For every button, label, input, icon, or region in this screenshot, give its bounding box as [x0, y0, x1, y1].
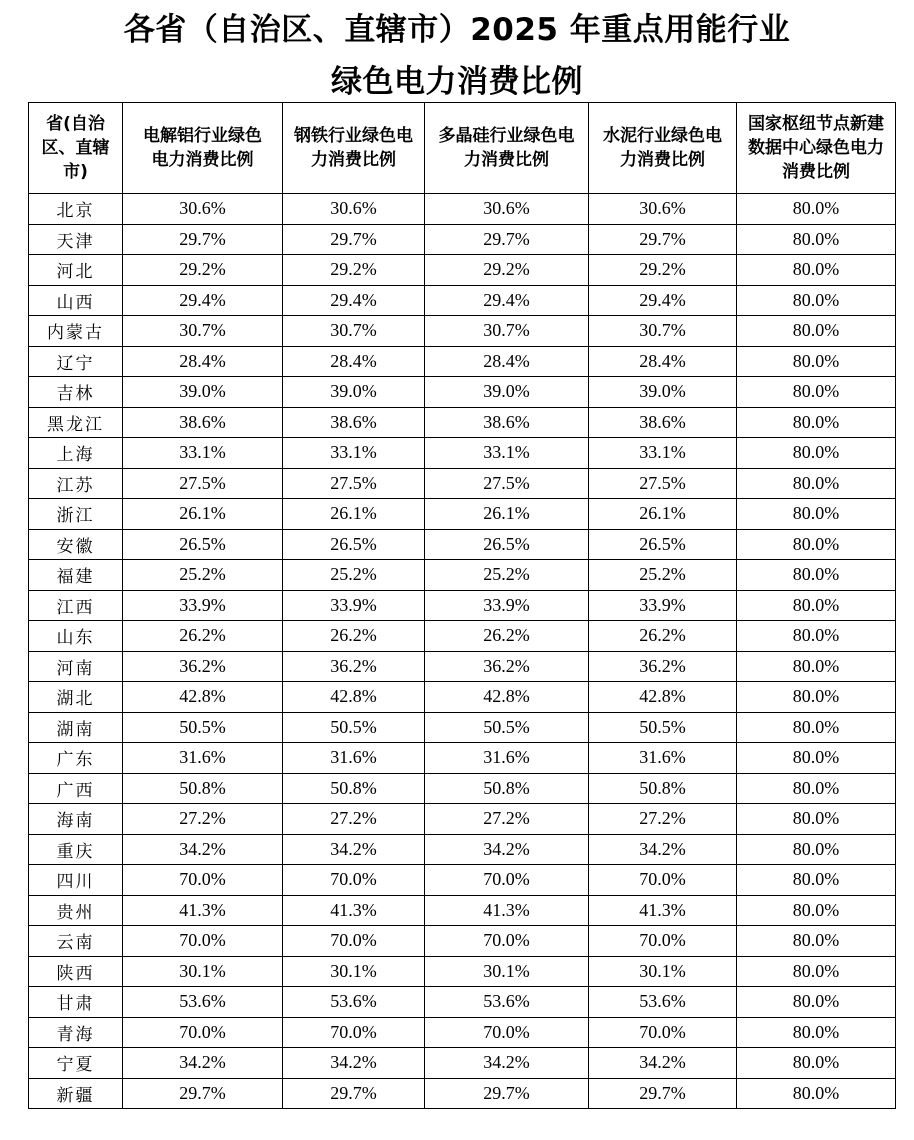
aluminum-ratio-cell: 33.1%: [123, 438, 283, 469]
aluminum-ratio-cell: 30.7%: [123, 316, 283, 347]
aluminum-ratio-cell: 26.2%: [123, 621, 283, 652]
document-title-line-1: 各省（自治区、直辖市）2025 年重点用能行业: [123, 12, 791, 48]
province-cell: 青海: [29, 1017, 123, 1048]
header-steel-label: 钢铁行业绿色电力消费比例: [294, 126, 413, 170]
cement-ratio-cell: 27.2%: [589, 804, 737, 835]
table-row: [29, 1078, 896, 1109]
cement-ratio-cell: 26.1%: [589, 499, 737, 530]
polysilicon-ratio-cell: 29.7%: [425, 224, 589, 255]
province-cell: 湖北: [29, 682, 123, 713]
polysilicon-ratio-cell: 50.8%: [425, 773, 589, 804]
steel-ratio-cell: 29.2%: [283, 255, 425, 286]
aluminum-ratio-cell: 27.2%: [123, 804, 283, 835]
aluminum-ratio-cell: 29.4%: [123, 285, 283, 316]
polysilicon-ratio-cell: 26.1%: [425, 499, 589, 530]
province-cell: 海南: [29, 804, 123, 835]
aluminum-ratio-cell: 70.0%: [123, 865, 283, 896]
steel-ratio-cell: 27.2%: [283, 804, 425, 835]
data-center-ratio-cell: 80.0%: [737, 956, 896, 987]
steel-ratio-cell: 53.6%: [283, 987, 425, 1018]
polysilicon-ratio-cell: 29.4%: [425, 285, 589, 316]
cement-ratio-cell: 27.5%: [589, 468, 737, 499]
aluminum-ratio-cell: 29.7%: [123, 1078, 283, 1109]
province-cell: 河北: [29, 255, 123, 286]
table-row: [29, 865, 896, 896]
province-cell: 安徽: [29, 529, 123, 560]
aluminum-ratio-cell: 30.1%: [123, 956, 283, 987]
aluminum-ratio-cell: 50.8%: [123, 773, 283, 804]
steel-ratio-cell: 25.2%: [283, 560, 425, 591]
steel-ratio-cell: 42.8%: [283, 682, 425, 713]
table-row: [29, 895, 896, 926]
table-row: [29, 834, 896, 865]
steel-ratio-cell: 41.3%: [283, 895, 425, 926]
table-row: [29, 773, 896, 804]
polysilicon-ratio-cell: 70.0%: [425, 865, 589, 896]
province-cell: 山东: [29, 621, 123, 652]
table-row: [29, 316, 896, 347]
aluminum-ratio-cell: 39.0%: [123, 377, 283, 408]
polysilicon-ratio-cell: 30.7%: [425, 316, 589, 347]
aluminum-ratio-cell: 28.4%: [123, 346, 283, 377]
table-header-row: [29, 103, 896, 194]
table-row: [29, 255, 896, 286]
aluminum-ratio-cell: 53.6%: [123, 987, 283, 1018]
table-row: [29, 590, 896, 621]
cement-ratio-cell: 70.0%: [589, 1017, 737, 1048]
steel-ratio-cell: 70.0%: [283, 865, 425, 896]
data-center-ratio-cell: 80.0%: [737, 255, 896, 286]
province-cell: 贵州: [29, 895, 123, 926]
province-cell: 甘肃: [29, 987, 123, 1018]
table-row: [29, 560, 896, 591]
steel-ratio-cell: 34.2%: [283, 1048, 425, 1079]
table-row: [29, 224, 896, 255]
province-cell: 吉林: [29, 377, 123, 408]
header-data-center-label: 国家枢纽节点新建数据中心绿色电力消费比例: [748, 114, 884, 182]
data-center-ratio-cell: 80.0%: [737, 285, 896, 316]
data-center-ratio-cell: 80.0%: [737, 224, 896, 255]
data-center-ratio-cell: 80.0%: [737, 1078, 896, 1109]
aluminum-ratio-cell: 70.0%: [123, 1017, 283, 1048]
table-row: [29, 529, 896, 560]
table-row: [29, 743, 896, 774]
polysilicon-ratio-cell: 27.5%: [425, 468, 589, 499]
aluminum-ratio-cell: 30.6%: [123, 194, 283, 225]
steel-ratio-cell: 26.1%: [283, 499, 425, 530]
polysilicon-ratio-cell: 33.1%: [425, 438, 589, 469]
cement-ratio-cell: 29.7%: [589, 224, 737, 255]
table-row: [29, 682, 896, 713]
table-row: [29, 651, 896, 682]
aluminum-ratio-cell: 29.2%: [123, 255, 283, 286]
data-center-ratio-cell: 80.0%: [737, 743, 896, 774]
cement-ratio-cell: 30.7%: [589, 316, 737, 347]
cement-ratio-cell: 29.7%: [589, 1078, 737, 1109]
table-row: [29, 1048, 896, 1079]
polysilicon-ratio-cell: 29.2%: [425, 255, 589, 286]
cement-ratio-cell: 29.2%: [589, 255, 737, 286]
steel-ratio-cell: 39.0%: [283, 377, 425, 408]
data-center-ratio-cell: 80.0%: [737, 895, 896, 926]
data-center-ratio-cell: 80.0%: [737, 438, 896, 469]
polysilicon-ratio-cell: 33.9%: [425, 590, 589, 621]
province-cell: 广西: [29, 773, 123, 804]
table-row: [29, 1017, 896, 1048]
table-row: [29, 407, 896, 438]
polysilicon-ratio-cell: 31.6%: [425, 743, 589, 774]
header-aluminum: [123, 103, 283, 194]
data-center-ratio-cell: 80.0%: [737, 926, 896, 957]
data-center-ratio-cell: 80.0%: [737, 834, 896, 865]
province-cell: 北京: [29, 194, 123, 225]
cement-ratio-cell: 50.5%: [589, 712, 737, 743]
aluminum-ratio-cell: 26.5%: [123, 529, 283, 560]
cement-ratio-cell: 26.2%: [589, 621, 737, 652]
table-row: [29, 621, 896, 652]
polysilicon-ratio-cell: 38.6%: [425, 407, 589, 438]
polysilicon-ratio-cell: 27.2%: [425, 804, 589, 835]
table-row: [29, 804, 896, 835]
data-center-ratio-cell: 80.0%: [737, 804, 896, 835]
data-center-ratio-cell: 80.0%: [737, 346, 896, 377]
data-center-ratio-cell: 80.0%: [737, 377, 896, 408]
cement-ratio-cell: 30.1%: [589, 956, 737, 987]
steel-ratio-cell: 70.0%: [283, 926, 425, 957]
steel-ratio-cell: 33.1%: [283, 438, 425, 469]
province-cell: 广东: [29, 743, 123, 774]
steel-ratio-cell: 29.7%: [283, 1078, 425, 1109]
data-center-ratio-cell: 80.0%: [737, 682, 896, 713]
steel-ratio-cell: 34.2%: [283, 834, 425, 865]
cement-ratio-cell: 33.9%: [589, 590, 737, 621]
steel-ratio-cell: 50.8%: [283, 773, 425, 804]
data-center-ratio-cell: 80.0%: [737, 468, 896, 499]
data-center-ratio-cell: 80.0%: [737, 499, 896, 530]
header-polysilicon: [425, 103, 589, 194]
aluminum-ratio-cell: 36.2%: [123, 651, 283, 682]
aluminum-ratio-cell: 42.8%: [123, 682, 283, 713]
polysilicon-ratio-cell: 30.6%: [425, 194, 589, 225]
polysilicon-ratio-cell: 36.2%: [425, 651, 589, 682]
polysilicon-ratio-cell: 39.0%: [425, 377, 589, 408]
steel-ratio-cell: 30.1%: [283, 956, 425, 987]
table-row: [29, 499, 896, 530]
aluminum-ratio-cell: 38.6%: [123, 407, 283, 438]
aluminum-ratio-cell: 41.3%: [123, 895, 283, 926]
data-center-ratio-cell: 80.0%: [737, 1017, 896, 1048]
polysilicon-ratio-cell: 70.0%: [425, 926, 589, 957]
header-cement-label: 水泥行业绿色电力消费比例: [603, 126, 722, 170]
data-center-ratio-cell: 80.0%: [737, 987, 896, 1018]
steel-ratio-cell: 29.4%: [283, 285, 425, 316]
province-cell: 四川: [29, 865, 123, 896]
steel-ratio-cell: 26.2%: [283, 621, 425, 652]
data-center-ratio-cell: 80.0%: [737, 621, 896, 652]
province-cell: 天津: [29, 224, 123, 255]
steel-ratio-cell: 33.9%: [283, 590, 425, 621]
province-cell: 福建: [29, 560, 123, 591]
data-center-ratio-cell: 80.0%: [737, 1048, 896, 1079]
province-cell: 黑龙江: [29, 407, 123, 438]
polysilicon-ratio-cell: 26.2%: [425, 621, 589, 652]
data-center-ratio-cell: 80.0%: [737, 590, 896, 621]
steel-ratio-cell: 30.7%: [283, 316, 425, 347]
province-cell: 河南: [29, 651, 123, 682]
steel-ratio-cell: 38.6%: [283, 407, 425, 438]
cement-ratio-cell: 34.2%: [589, 834, 737, 865]
polysilicon-ratio-cell: 53.6%: [425, 987, 589, 1018]
cement-ratio-cell: 29.4%: [589, 285, 737, 316]
cement-ratio-cell: 34.2%: [589, 1048, 737, 1079]
polysilicon-ratio-cell: 42.8%: [425, 682, 589, 713]
aluminum-ratio-cell: 33.9%: [123, 590, 283, 621]
steel-ratio-cell: 27.5%: [283, 468, 425, 499]
steel-ratio-cell: 29.7%: [283, 224, 425, 255]
polysilicon-ratio-cell: 28.4%: [425, 346, 589, 377]
aluminum-ratio-cell: 25.2%: [123, 560, 283, 591]
steel-ratio-cell: 30.6%: [283, 194, 425, 225]
cement-ratio-cell: 30.6%: [589, 194, 737, 225]
aluminum-ratio-cell: 26.1%: [123, 499, 283, 530]
steel-ratio-cell: 36.2%: [283, 651, 425, 682]
polysilicon-ratio-cell: 25.2%: [425, 560, 589, 591]
polysilicon-ratio-cell: 50.5%: [425, 712, 589, 743]
steel-ratio-cell: 50.5%: [283, 712, 425, 743]
polysilicon-ratio-cell: 30.1%: [425, 956, 589, 987]
header-province: [29, 103, 123, 194]
header-steel: [283, 103, 425, 194]
header-data-center: [737, 103, 896, 194]
cement-ratio-cell: 42.8%: [589, 682, 737, 713]
cement-ratio-cell: 28.4%: [589, 346, 737, 377]
province-cell: 江苏: [29, 468, 123, 499]
table-row: [29, 285, 896, 316]
province-cell: 浙江: [29, 499, 123, 530]
province-cell: 重庆: [29, 834, 123, 865]
table-row: [29, 346, 896, 377]
green-power-ratio-table: [28, 102, 896, 1109]
aluminum-ratio-cell: 27.5%: [123, 468, 283, 499]
data-center-ratio-cell: 80.0%: [737, 194, 896, 225]
steel-ratio-cell: 70.0%: [283, 1017, 425, 1048]
steel-ratio-cell: 28.4%: [283, 346, 425, 377]
aluminum-ratio-cell: 34.2%: [123, 1048, 283, 1079]
cement-ratio-cell: 70.0%: [589, 926, 737, 957]
province-cell: 云南: [29, 926, 123, 957]
aluminum-ratio-cell: 34.2%: [123, 834, 283, 865]
data-center-ratio-cell: 80.0%: [737, 712, 896, 743]
steel-ratio-cell: 31.6%: [283, 743, 425, 774]
province-cell: 内蒙古: [29, 316, 123, 347]
polysilicon-ratio-cell: 34.2%: [425, 1048, 589, 1079]
aluminum-ratio-cell: 31.6%: [123, 743, 283, 774]
province-cell: 陕西: [29, 956, 123, 987]
polysilicon-ratio-cell: 29.7%: [425, 1078, 589, 1109]
aluminum-ratio-cell: 70.0%: [123, 926, 283, 957]
steel-ratio-cell: 26.5%: [283, 529, 425, 560]
header-province-label: 省(自治区、直辖市): [41, 114, 110, 182]
polysilicon-ratio-cell: 70.0%: [425, 1017, 589, 1048]
document-title-line-2: 绿色电力消费比例: [331, 64, 583, 100]
table-row: [29, 194, 896, 225]
data-center-ratio-cell: 80.0%: [737, 651, 896, 682]
table-row: [29, 438, 896, 469]
table-row: [29, 926, 896, 957]
cement-ratio-cell: 39.0%: [589, 377, 737, 408]
province-cell: 辽宁: [29, 346, 123, 377]
province-cell: 新疆: [29, 1078, 123, 1109]
cement-ratio-cell: 50.8%: [589, 773, 737, 804]
data-center-ratio-cell: 80.0%: [737, 316, 896, 347]
cement-ratio-cell: 26.5%: [589, 529, 737, 560]
header-polysilicon-label: 多晶硅行业绿色电力消费比例: [438, 126, 575, 170]
cement-ratio-cell: 38.6%: [589, 407, 737, 438]
cement-ratio-cell: 41.3%: [589, 895, 737, 926]
cement-ratio-cell: 70.0%: [589, 865, 737, 896]
province-cell: 江西: [29, 590, 123, 621]
cement-ratio-cell: 36.2%: [589, 651, 737, 682]
cement-ratio-cell: 31.6%: [589, 743, 737, 774]
table-body: [29, 194, 896, 1109]
polysilicon-ratio-cell: 41.3%: [425, 895, 589, 926]
data-center-ratio-cell: 80.0%: [737, 773, 896, 804]
data-center-ratio-cell: 80.0%: [737, 865, 896, 896]
cement-ratio-cell: 53.6%: [589, 987, 737, 1018]
polysilicon-ratio-cell: 26.5%: [425, 529, 589, 560]
province-cell: 湖南: [29, 712, 123, 743]
header-aluminum-label: 电解铝行业绿色电力消费比例: [143, 126, 262, 170]
cement-ratio-cell: 33.1%: [589, 438, 737, 469]
polysilicon-ratio-cell: 34.2%: [425, 834, 589, 865]
header-cement: [589, 103, 737, 194]
data-center-ratio-cell: 80.0%: [737, 560, 896, 591]
province-cell: 宁夏: [29, 1048, 123, 1079]
province-cell: 上海: [29, 438, 123, 469]
data-center-ratio-cell: 80.0%: [737, 407, 896, 438]
aluminum-ratio-cell: 29.7%: [123, 224, 283, 255]
cement-ratio-cell: 25.2%: [589, 560, 737, 591]
province-cell: 山西: [29, 285, 123, 316]
table-row: [29, 468, 896, 499]
table-row: [29, 956, 896, 987]
data-center-ratio-cell: 80.0%: [737, 529, 896, 560]
aluminum-ratio-cell: 50.5%: [123, 712, 283, 743]
table-row: [29, 377, 896, 408]
table-row: [29, 712, 896, 743]
table-row: [29, 987, 896, 1018]
